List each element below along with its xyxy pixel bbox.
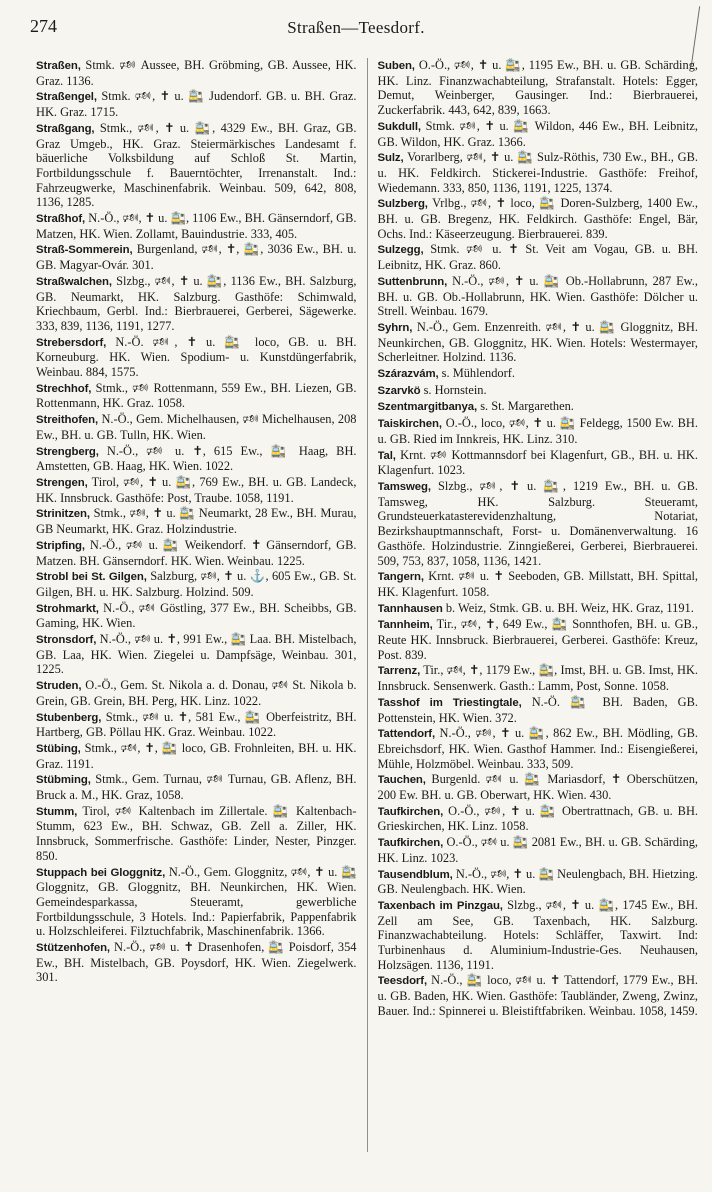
entry-description: Krnt. 🕬 Kottmannsdorf bei Klagenfurt, GB., BH. u. HK. Klagenfurt. 1023. [377, 447, 698, 478]
entry-description: N.-Ö. 🕬, ✝ u. 🚉 loco, GB. u. BH. Korneuburg. HK. Wien. Spodium- u. Kunstdüngerfabrik, Weinbau. 884, 1575. [36, 334, 357, 380]
entry-place-name: Tauchen, [377, 774, 426, 787]
entry-place-name: Szarvkö [377, 384, 421, 397]
entry-place-name: Straßhof, [36, 213, 86, 226]
entry-description: Krnt. 🕬 u. ✝ Seeboden, GB. Millstatt, BH. Spittal, HK. Klagenfurt. 1058. [377, 569, 698, 599]
entry-place-name: Strengberg, [36, 445, 99, 458]
entry-description: N.-Ö., 🚉 loco, 🕬 u. ✝ Tattendorf, 1779 Ew., BH. u. GB. Baden, HK. Wien. Gasthöfe: Taubländer, Zweng, Zwinz, Bauer. Ind.: Spinnerei u. Bleistiftfabriken. Weinbau. 1058, 1459. [377, 973, 698, 1018]
directory-entry [378, 366, 699, 382]
directory-entry [378, 274, 699, 319]
entry-place-name: Syhrn, [377, 321, 413, 334]
entry-place-name: Stronsdorf, [36, 634, 97, 647]
entry-place-name: Sulzberg, [377, 198, 428, 211]
entry-place-name: Stripfing, [36, 539, 85, 552]
directory-entry [36, 710, 357, 740]
entry-description: O.-Ö., 🕬, ✝ u. 🚉 Obertrattnach, GB. u. BH. Grieskirchen, HK. Linz. 1058. [377, 803, 698, 834]
directory-entry [378, 601, 699, 617]
entry-description: O.-Ö., loco, 🕬, ✝ u. 🚉 Feldegg, 1500 Ew. BH. u. GB. Ried im Innkreis, HK. Linz. 310. [377, 416, 698, 446]
directory-entry [378, 569, 699, 599]
directory-entry [36, 678, 357, 708]
page-edge-mark [691, 6, 700, 66]
directory-entry [36, 538, 357, 568]
entry-description: N.-Ö. 🚉 BH. Baden, GB. Pottenstein, HK. Wien. 372. [377, 694, 698, 725]
directory-entry [378, 973, 699, 1018]
directory-entry [36, 772, 357, 802]
directory-entry [36, 632, 357, 677]
entry-description: Stmk., Gem. Turnau, 🕬 Turnau, GB. Aflenz, BH. Bruck a. M., HK. Graz, 1058. [36, 772, 357, 803]
entry-place-name: Strinitzen, [36, 508, 90, 521]
entry-place-name: Streithofen, [36, 414, 99, 427]
entry-place-name: Tannhausen [377, 602, 443, 615]
entry-description: s. Hornstein. [423, 382, 487, 397]
entry-description: N.-Ö., 🕬, ✝ u. 🚉, 1106 Ew., BH. Gänserndorf, GB. Matzen, HK. Wien. Zollamt, Bauindustrie. 333, 405. [36, 211, 357, 241]
directory-entry [378, 448, 699, 478]
left-column [36, 58, 357, 1152]
entry-place-name: Strohmarkt, [36, 602, 99, 615]
directory-entry [36, 211, 357, 241]
entry-place-name: Taiskirchen, [377, 418, 442, 431]
entry-description: Stmk., 🕬 u. ✝, 581 Ew., 🚉 Oberfeistritz, BH. Hartberg, GB. Pöllau HK. Graz. Weinbau. 1022. [36, 709, 357, 740]
directory-entry [36, 58, 357, 88]
entry-place-name: Stubenberg, [36, 711, 102, 724]
entry-description: Stmk., 🕬 Rottenmann, 559 Ew., BH. Liezen, GB. Rottenmann, HK. Graz. 1058. [36, 380, 357, 411]
page-number: 274 [30, 16, 57, 36]
directory-entry [378, 898, 699, 973]
entry-description: O.-Ö., 🕬 u. 🚉 2081 Ew., BH. u. GB. Schärding, HK. Linz. 1023. [377, 835, 698, 865]
entry-place-name: Sulzegg, [377, 244, 424, 257]
entry-description: O.-Ö., 🕬, ✝ u. 🚉, 1195 Ew., BH. u. GB. Schärding, HK. Linz. Finanzwachabteilung, Strafanstalt. Hotels: Egger, Demut, Weinberger, Gausinger. Ind.: Bierbrauerei, Zuckerfabrik. 443, 642, 839, 1663. [377, 58, 698, 118]
directory-entry [378, 383, 699, 399]
entry-description: N.-Ö., 🕬 u. ✝, 991 Ew., 🚉 Laa. BH. Mistelbach, GB. Laa, HK. Wien. Ziegelei u. Dampfsäge, Weinbau. 301, 1225. [36, 632, 357, 677]
directory-entry [378, 772, 699, 802]
entry-place-name: Straß-Sommerein, [36, 244, 133, 257]
directory-entry [36, 865, 357, 940]
entry-place-name: Tasshof im Triestingtale, [377, 696, 522, 709]
entry-place-name: Tal, [377, 449, 396, 462]
entry-place-name: Stumm, [36, 805, 78, 818]
entry-place-name: Tannheim, [377, 619, 433, 632]
entry-place-name: Strebersdorf, [36, 336, 107, 349]
entry-description: s. St. Margarethen. [480, 399, 574, 414]
column-divider [367, 58, 368, 1152]
directory-entry [378, 196, 699, 241]
entry-description: N.-Ö., Gem. Enzenreith. 🕬, ✝ u. 🚉 Gloggnitz, BH. Neunkirchen, GB. Gloggnitz, HK. Wien. Hotels: Westermayer, Scherleitner. Holzind. 1136. [377, 319, 698, 365]
entry-description: Slzbg., 🕬, ✝ u. 🚉, 1745 Ew., BH. Zell am See, GB. Taxenbach, HK. Salzburg. Finanzwachabteilung. Hotels: Schläffer, Taxwirt. Ind: Turbinenhaus d. Aluminium-Industrie-Ges. Neuhausen, Holzsägen. 1136, 1191. [377, 897, 698, 972]
directory-entry [36, 335, 357, 380]
entry-description: N.-Ö., Gem. Gloggnitz, 🕬, ✝ u. 🚉 Gloggnitz, GB. Gloggnitz, BH. Neunkirchen, HK. Wien. Gemeindesparkassa, Steueramt, gewerbliche Fortbildungsschule, 3 Hotels. Ind.: Papierfabrik, Pappenfabrik u. Holzschleiferei. Filztuchfabrik, Maschinenfabrik. 1366. [36, 864, 357, 939]
directory-entry [36, 242, 357, 272]
entry-place-name: Tausendblum, [377, 868, 453, 881]
entry-place-name: Teesdorf, [377, 975, 428, 988]
entry-description: Stmk. 🕬, ✝ u. 🚉 Judendorf. GB. u. BH. Graz. HK. Graz. 1715. [36, 89, 357, 120]
directory-entry [36, 274, 357, 334]
entry-description: s. Mühlendorf. [441, 366, 515, 381]
entry-place-name: Szárazvám, [377, 368, 439, 381]
entry-description: Tirol, 🕬 Kaltenbach im Zillertale. 🚉 Kaltenbach-Stumm, 623 Ew., BH. Schwaz, GB. Zell a. Ziller, HK. Innsbruck, Sommerfrische. Gasthöfe: Linder, Nester, Pinzger. 850. [36, 803, 357, 863]
running-head: Straßen—Teesdorf. [287, 18, 425, 37]
entry-description: Stmk. 🕬 Aussee, BH. Gröbming, GB. Aussee, HK. Graz. 1136. [36, 58, 357, 88]
entry-description: N.-Ö., 🕬 u. 🚉 Weikendorf. ✝ Gänserndorf, GB. Matzen. BH. Gänserndorf. HK. Wien. Weinbau. 1225. [36, 537, 357, 568]
entry-place-name: Straßen, [36, 60, 81, 72]
entry-place-name: Szentmargitbanya, [377, 401, 478, 414]
entry-place-name: Strobl bei St. Gilgen, [36, 571, 147, 584]
entry-description: Tir., 🕬, ✝, 649 Ew., 🚉 Sonnthofen, BH. u. GB., Reute HK. Innsbruck. Bierbrauerei, Gerberei. Gasthöfe: Kreuz, Post. 839. [377, 617, 698, 662]
entry-description: Burgenland, 🕬, ✝, 🚉, 3036 Ew., BH. u. GB. Magyar-Ovár. 301. [36, 242, 357, 273]
entry-place-name: Strechhof, [36, 382, 92, 395]
entry-description: N.-Ö., 🕬, ✝ u. 🚉 Ob.-Hollabrunn, 287 Ew., BH. u. GB. Ob.-Hollabrunn, HK. Wien. Gasthöfe: Dölcher u. Strell. Weinbau. 1679. [377, 273, 698, 319]
entry-description: O.-Ö., Gem. St. Nikola a. d. Donau, 🕬 St. Nikola b. Grein, GB. Grein, BH. Perg, HK. Linz. 1022. [36, 678, 357, 708]
directory-entry [378, 242, 699, 272]
entry-place-name: Stübming, [36, 774, 91, 787]
directory-entry [36, 475, 357, 505]
entry-place-name: Tangern, [377, 571, 424, 584]
directory-entry [378, 663, 699, 693]
text-columns [36, 58, 698, 1152]
directory-entry [378, 835, 699, 865]
entry-description: N.-Ö., 🕬 Göstling, 377 Ew., BH. Scheibbs, GB. Gaming, HK. Wien. [36, 600, 357, 631]
directory-entry [36, 940, 357, 985]
directory-entry [378, 320, 699, 365]
entry-description: Stmk., 🕬, ✝ u. 🚉 Neumarkt, 28 Ew., BH. Murau, GB Neumarkt, HK. Graz. Holzindustrie. [36, 506, 357, 537]
directory-entry [378, 399, 699, 415]
entry-place-name: Stützenhofen, [36, 942, 110, 955]
entry-place-name: Tarrenz, [377, 665, 421, 678]
entry-place-name: Stuppach bei Gloggnitz, [36, 866, 166, 879]
directory-entry [378, 150, 699, 195]
entry-place-name: Stübing, [36, 742, 81, 755]
directory-entry [378, 119, 699, 149]
directory-entry [378, 58, 699, 118]
directory-entry [36, 741, 357, 771]
entry-place-name: Tattendorf, [377, 728, 436, 741]
entry-place-name: Tamsweg, [377, 480, 431, 493]
entry-place-name: Taufkirchen, [377, 805, 444, 818]
entry-place-name: Sukdull, [377, 120, 422, 133]
entry-place-name: Taxenbach im Pinzgau, [377, 899, 503, 912]
entry-place-name: Suttenbrunn, [377, 275, 448, 288]
entry-place-name: Taufkirchen, [377, 837, 444, 850]
entry-place-name: Sulz, [377, 152, 404, 165]
directory-entry [378, 867, 699, 897]
directory-entry [36, 89, 357, 119]
entry-description: Stmk. 🕬, ✝ u. 🚉 Wildon, 446 Ew., BH. Leibnitz, GB. Wildon, HK. Graz. 1366. [377, 118, 698, 149]
entry-description: Burgenld. 🕬 u. 🚉 Mariasdorf, ✝ Oberschützen, 200 Ew. BH. u. GB. Oberwart, HK. Wien. 430. [377, 772, 698, 803]
directory-entry [378, 695, 699, 725]
entry-description: N.-Ö., 🕬, ✝ u. 🚉, 862 Ew., BH. Mödling, GB. Ebreichsdorf, HK. Wien. Gasthof Hammer. Ind.: Eisengießerei, Mühle, Holzmöbel. Weinbau. 333, 509. [377, 726, 698, 771]
entry-description: N.-Ö., 🕬 u. ✝, 615 Ew., 🚉 Haag, BH. Amstetten, GB. Haag, HK. Wien. 1022. [36, 443, 357, 474]
directory-entry [36, 412, 357, 442]
entry-place-name: Strengen, [36, 476, 88, 489]
entry-description: Vorarlberg, 🕬, ✝ u. 🚉 Sulz-Röthis, 730 Ew., BH., GB. u. HK. Feldkirch. Stickerei-Industrie. Gasthöfe: Freihof, Wiedemann. 333, 850, 1136, 1191, 1225, 1374. [377, 150, 698, 195]
directory-entry [36, 506, 357, 536]
entry-description: N.-Ö., 🕬 u. ✝ Drasenhofen, 🚉 Poisdorf, 354 Ew., BH. Mistelbach, GB. Poysdorf, HK. Wien. Ziegelwerk. 301. [36, 940, 357, 985]
entry-description: Vrlbg., 🕬, ✝ loco, 🚉 Doren-Sulzberg, 1400 Ew., BH. u. GB. Bregenz, HK. Feldkirch. Gasthöfe: Engel, Bär, Ochs. Ind.: Käseerzeugung. Bierbrauerei. 839. [377, 196, 698, 241]
directory-entry [36, 569, 357, 599]
entry-description: Tirol, 🕬, ✝ u. 🚉, 769 Ew., BH. u. GB. Landeck, HK. Innsbruck. Gasthöfe: Post, Traube. 1058, 1191. [36, 474, 357, 505]
directory-entry [36, 444, 357, 474]
directory-entry [378, 804, 699, 834]
page-header [30, 14, 682, 42]
directory-entry [378, 479, 699, 568]
entry-place-name: Struden, [36, 680, 82, 693]
right-column [378, 58, 699, 1152]
entry-description: Stmk., 🕬, ✝, 🚉 loco, GB. Frohnleiten, BH. u. HK. Graz. 1191. [36, 740, 357, 771]
directory-entry [378, 416, 699, 446]
entry-description: N.-Ö., 🕬, ✝ u. 🚉 Neulengbach, BH. Hietzing. GB. Neulengbach. HK. Wien. [377, 866, 698, 897]
directory-entry [378, 617, 699, 662]
directory-entry [36, 381, 357, 411]
directory-entry [36, 601, 357, 631]
entry-description: b. Weiz, Stmk. GB. u. BH. Weiz, HK. Graz, 1191. [445, 600, 694, 615]
entry-place-name: Suben, [377, 60, 415, 72]
entry-description: Stmk., 🕬, ✝ u. 🚉, 4329 Ew., BH. Graz, GB. Graz Umgeb., HK. Graz. Steiermärkisches Landesamt f. bäuerliche Volksbildung auf Schloß St. Martin, Fortbildungsschule f. Bauerntöchter, Irrenanstalt. Ind.: Fahrzeugwerke, Maschinenfabrik. Weinbau. 509, 642, 808, 1136, 1285. [36, 120, 357, 210]
directory-entry [378, 726, 699, 771]
entry-description: Tir., 🕬, ✝, 1179 Ew., 🚉, Imst, BH. u. GB. Imst, HK. Innsbruck. Sensenwerk. Gasth.: Lamm, Post, Sonne. 1058. [377, 663, 698, 694]
entry-description: Stmk. 🕬 u. ✝ St. Veit am Vogau, GB. u. BH. Leibnitz, HK. Graz. 860. [377, 242, 698, 273]
entry-description: N.-Ö., Gem. Michelhausen, 🕬 Michelhausen, 208 Ew., BH. u. GB. Tulln, HK. Wien. [36, 412, 357, 442]
entry-place-name: Straßengel, [36, 91, 97, 104]
directory-entry [36, 804, 357, 864]
directory-entry [36, 121, 357, 210]
entry-place-name: Straßgang, [36, 122, 95, 135]
entry-description: Slzbg., 🕬, ✝ u. 🚉, 1136 Ew., BH. Salzburg, GB. Neumarkt, HK. Salzburg. Gasthöfe: Schimwald, Kriechbaum, Gerbl. Ind.: Bierbrauerei, Gerberei, Sägewerke. 333, 839, 1136, 1191, 1277. [36, 273, 357, 333]
entry-description: Salzburg, 🕬, ✝ u. ⚓, 605 Ew., GB. St. Gilgen, BH. u. HK. Salzburg. Holzind. 509. [36, 569, 357, 599]
entry-description: Slzbg., 🕬, ✝ u. 🚉, 1219 Ew., BH. u. GB. Tamsweg, HK. Salzburg. Steueramt, Grundsteuerkatasterevidenzhaltung, Notariat, Bezirkshauptmannschaft, Forst- u. Domänenverwaltung. 16 Gasthöfe. Holzindustrie. Zinngießerei, Gerberei, Bierbrauerei. 509, 753, 837, 1058, 1136, 1421. [377, 478, 698, 568]
entry-place-name: Straßwalchen, [36, 275, 112, 288]
